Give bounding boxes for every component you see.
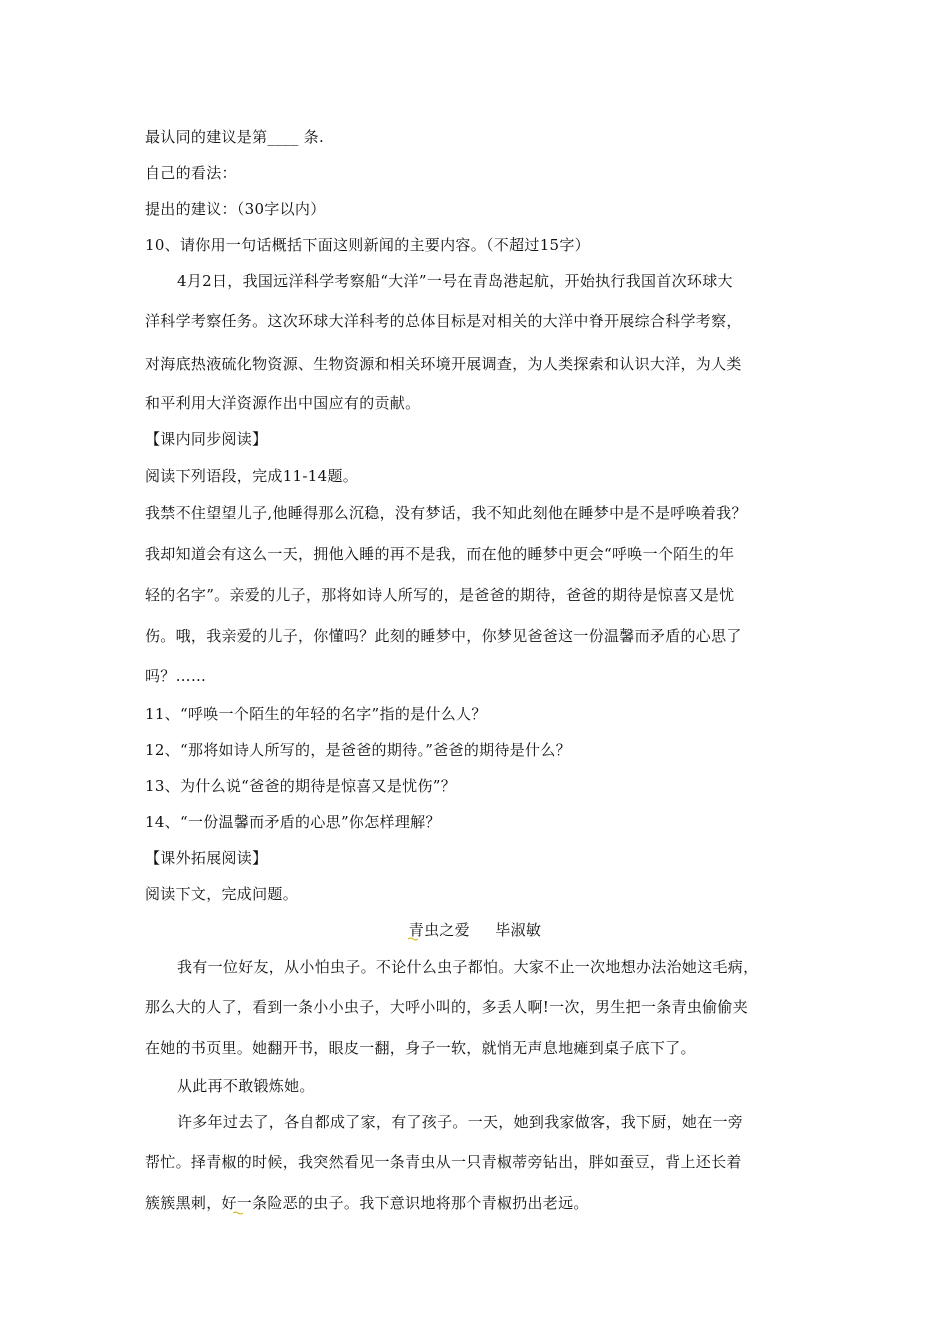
article-paragraph-line: 在她的书页里。她翻开书，眼皮一翻，身子一软，就悄无声息地瘫到桌子底下了。 bbox=[145, 1039, 696, 1057]
article-paragraph-line: 簇簇黑刺，好一条险恶的虫子。我下意识地将那个青椒扔出老远。 bbox=[145, 1194, 589, 1212]
question-14: 14、“一份温馨而矛盾的心思”你怎样理解？ bbox=[145, 813, 441, 831]
article-paragraph-line: 我有一位好友，从小怕虫子。不论什么虫子都怕。大家不止一次地想办法治她这毛病， bbox=[177, 958, 759, 976]
question-10: 10、请你用一句话概括下面这则新闻的主要内容。（不超过15字） bbox=[145, 236, 590, 254]
article-title: 青虫之爱 毕淑敏 bbox=[408, 921, 542, 939]
passage-line: 我禁不住望望儿子,他睡得那么沉稳，没有梦话，我不知此刻他在睡梦中是不是呼唤着我？ bbox=[145, 504, 747, 522]
reading-instruction: 阅读下文，完成问题。 bbox=[145, 885, 299, 903]
question-12: 12、“那将如诗人所写的，是爸爸的期待。”爸爸的期待是什么？ bbox=[145, 741, 571, 759]
article-paragraph-line: 许多年过去了，各自都成了家，有了孩子。一天，她到我家做客，我下厨，她在一旁 bbox=[177, 1113, 744, 1131]
opinion-line: 自己的看法： bbox=[145, 164, 237, 182]
article-paragraph-line: 从此再不敢锻炼她。 bbox=[177, 1077, 315, 1095]
answer-blank-line: 最认同的建议是第____ 条. bbox=[145, 128, 325, 146]
suggestion-line: 提出的建议：（30字以内） bbox=[145, 200, 326, 218]
article-paragraph-line: 帮忙。择青椒的时候，我突然看见一条青虫从一只青椒蒂旁钻出，胖如蚕豆，背上还长着 bbox=[145, 1153, 742, 1171]
proofing-mark bbox=[233, 1211, 243, 1216]
passage-line: 伤。哦，我亲爱的儿子，你懂吗？此刻的睡梦中，你梦见爸爸这一份温馨而矛盾的心思了 bbox=[145, 627, 742, 645]
passage-line: 轻的名字”。亲爱的儿子，那将如诗人所写的，是爸爸的期待，爸爸的期待是惊喜又是忧 bbox=[145, 586, 735, 604]
news-paragraph-line: 对海底热液硫化物资源、生物资源和相关环境开展调查，为人类探索和认识大洋，为人类 bbox=[145, 355, 742, 373]
question-13: 13、为什么说“爸爸的期待是惊喜又是忧伤”？ bbox=[145, 777, 457, 795]
news-paragraph-line: 4月2日，我国远洋科学考察船“大洋”一号在青岛港起航，开始执行我国首次环球大 bbox=[177, 272, 733, 290]
proofing-mark bbox=[408, 937, 418, 942]
news-paragraph-line: 洋科学考察任务。这次环球大洋科考的总体目标是对相关的大洋中脊开展综合科学考察， bbox=[145, 312, 742, 330]
news-paragraph-line: 和平利用大洋资源作出中国应有的贡献。 bbox=[145, 394, 421, 412]
reading-instruction: 阅读下列语段，完成11-14题。 bbox=[145, 467, 359, 485]
section-heading-in-class: 【课内同步阅读】 bbox=[145, 430, 268, 448]
article-paragraph-line: 那么大的人了，看到一条小小虫子，大呼小叫的，多丢人啊!一次，男生把一条青虫偷偷夹 bbox=[145, 998, 749, 1016]
section-heading-extended: 【课外拓展阅读】 bbox=[145, 849, 268, 867]
question-11: 11、“呼唤一个陌生的年轻的名字”指的是什么人？ bbox=[145, 705, 487, 723]
passage-line: 吗？…… bbox=[145, 667, 207, 685]
passage-line: 我却知道会有这么一天，拥他入睡的再不是我，而在他的睡梦中更会“呼唤一个陌生的年 bbox=[145, 545, 735, 563]
